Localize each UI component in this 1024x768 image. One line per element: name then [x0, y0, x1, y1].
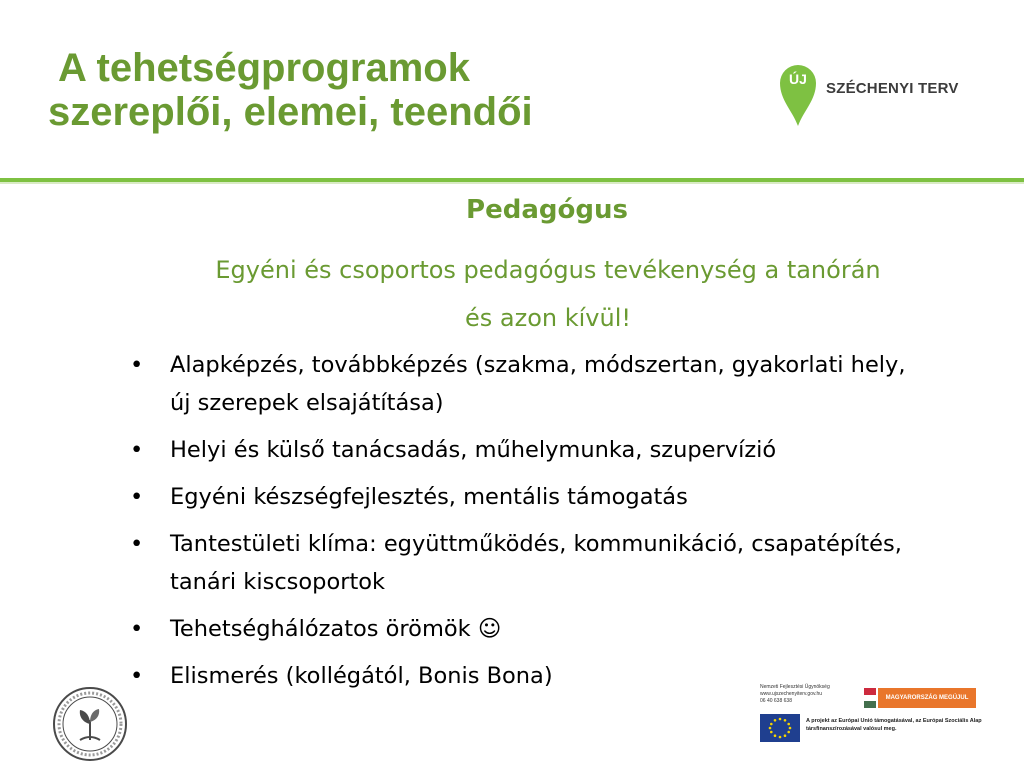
bullet-dot: •: [130, 352, 144, 378]
agency-url: www.ujszechenyiterv.gov.hu: [760, 691, 823, 697]
hungary-renews-banner: MAGYARORSZÁG MEGÚJUL: [878, 688, 976, 708]
agency-info: [760, 684, 860, 705]
section-subtitle: [110, 246, 986, 342]
bullet-dot: •: [130, 484, 144, 510]
bullet-dot: •: [130, 437, 144, 463]
bullet-list: [130, 346, 930, 704]
section-subtitle-line-1: Egyéni és csoportos pedagógus tevékenység a tanórán: [215, 256, 881, 284]
bullet-dot: •: [130, 663, 144, 689]
slide-title-line-2: szereplői, elemei, teendői: [48, 90, 533, 134]
list-item: [130, 431, 930, 469]
eu-funding-note: A projekt az Európai Unió támogatásával, az Európai Szociális Alap társfinanszírozásával valósul meg.: [806, 718, 982, 732]
list-item-text: Egyéni készségfejlesztés, mentális támogatás: [170, 484, 688, 510]
list-item-text: Elismerés (kollégától, Bonis Bona): [170, 663, 553, 689]
logo-badge-text: ÚJ: [789, 71, 807, 87]
slide-title-line-1: A tehetségprogramok: [58, 46, 470, 90]
logo-name-text: SZÉCHENYI TERV: [826, 80, 959, 97]
agency-phone: 06 40 638 638: [760, 698, 792, 704]
slide-title: [48, 46, 533, 134]
section-subtitle-line-2: és azon kívül!: [465, 304, 631, 332]
sprout-seal-icon: [52, 686, 128, 762]
bullet-dot: •: [130, 616, 144, 642]
footer-logos: [756, 684, 982, 764]
bullet-dot: •: [130, 531, 144, 557]
szechenyi-terv-logo: [778, 62, 988, 128]
agency-name: Nemzeti Fejlesztési Ügynökség: [760, 684, 830, 690]
list-item: [130, 525, 930, 601]
header-divider-shadow: [0, 182, 1024, 184]
list-item: [130, 478, 930, 516]
eu-flag-icon: [760, 714, 800, 742]
list-item-text: Tantestületi klíma: együttműködés, kommunikáció, csapatépítés, tanári kiscsoportok: [170, 531, 902, 595]
list-item: [130, 610, 930, 648]
section-heading: Pedagógus: [466, 195, 628, 225]
list-item-text: Alapképzés, továbbképzés (szakma, módszertan, gyakorlati hely, új szerepek elsajátítása): [170, 352, 906, 416]
list-item: [130, 346, 930, 422]
list-item-text: Tehetséghálózatos örömök ☺: [170, 616, 502, 642]
list-item-text: Helyi és külső tanácsadás, műhelymunka, szupervízió: [170, 437, 777, 463]
hungarian-flag-icon: [864, 688, 876, 708]
